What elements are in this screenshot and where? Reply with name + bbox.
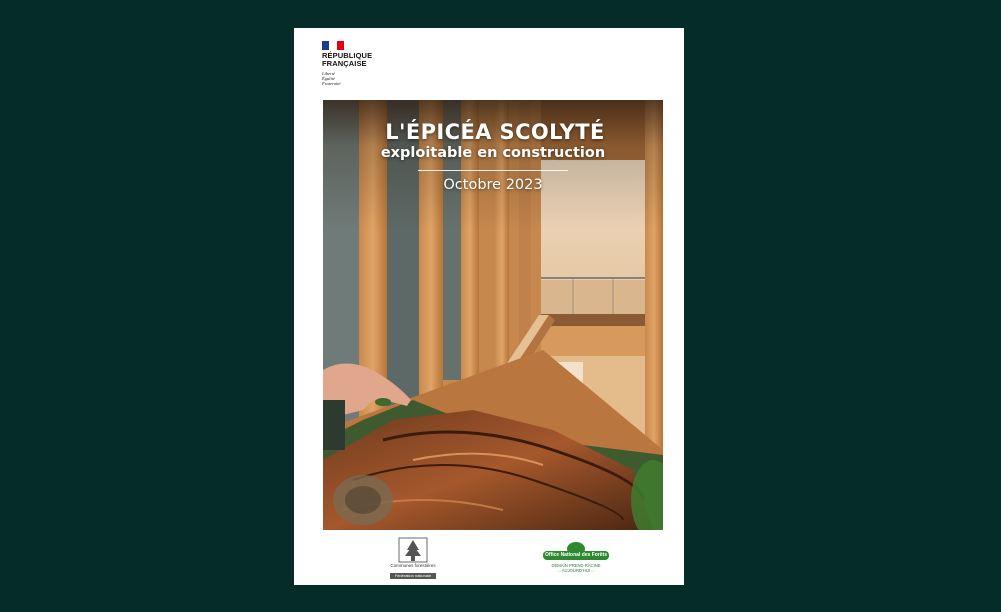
- document-cover-page: [294, 28, 684, 585]
- onf-tagline-line2: ... AUJOURD'HUI ...: [557, 568, 595, 573]
- onf-name: Office National des Forêts: [543, 551, 609, 560]
- republique-francaise-name: RÉPUBLIQUE FRANÇAISE: [322, 51, 373, 68]
- republique-motto: Liberté Égalité Fraternité: [322, 71, 341, 86]
- communes-forestieres-name: Communes forestières: [390, 563, 436, 568]
- document-subtitle: exploitable en construction: [380, 145, 606, 161]
- cover-title-block: [323, 120, 663, 193]
- onf-logo: [543, 541, 609, 579]
- title-divider: [418, 170, 568, 171]
- communes-forestieres-federation: Fédération nationale: [390, 573, 436, 579]
- onf-tagline-line1: DEMAIN PREND RACINE: [551, 563, 601, 568]
- french-flag-icon: [322, 41, 344, 50]
- communes-forestieres-emblem-icon: [389, 536, 437, 564]
- communes-forestieres-logo: [389, 536, 437, 580]
- cover-photo: [323, 100, 663, 530]
- onf-tagline: [543, 563, 609, 573]
- document-title: L'ÉPICÉA SCOLYTÉ: [385, 120, 605, 144]
- document-date: Octobre 2023: [443, 177, 543, 193]
